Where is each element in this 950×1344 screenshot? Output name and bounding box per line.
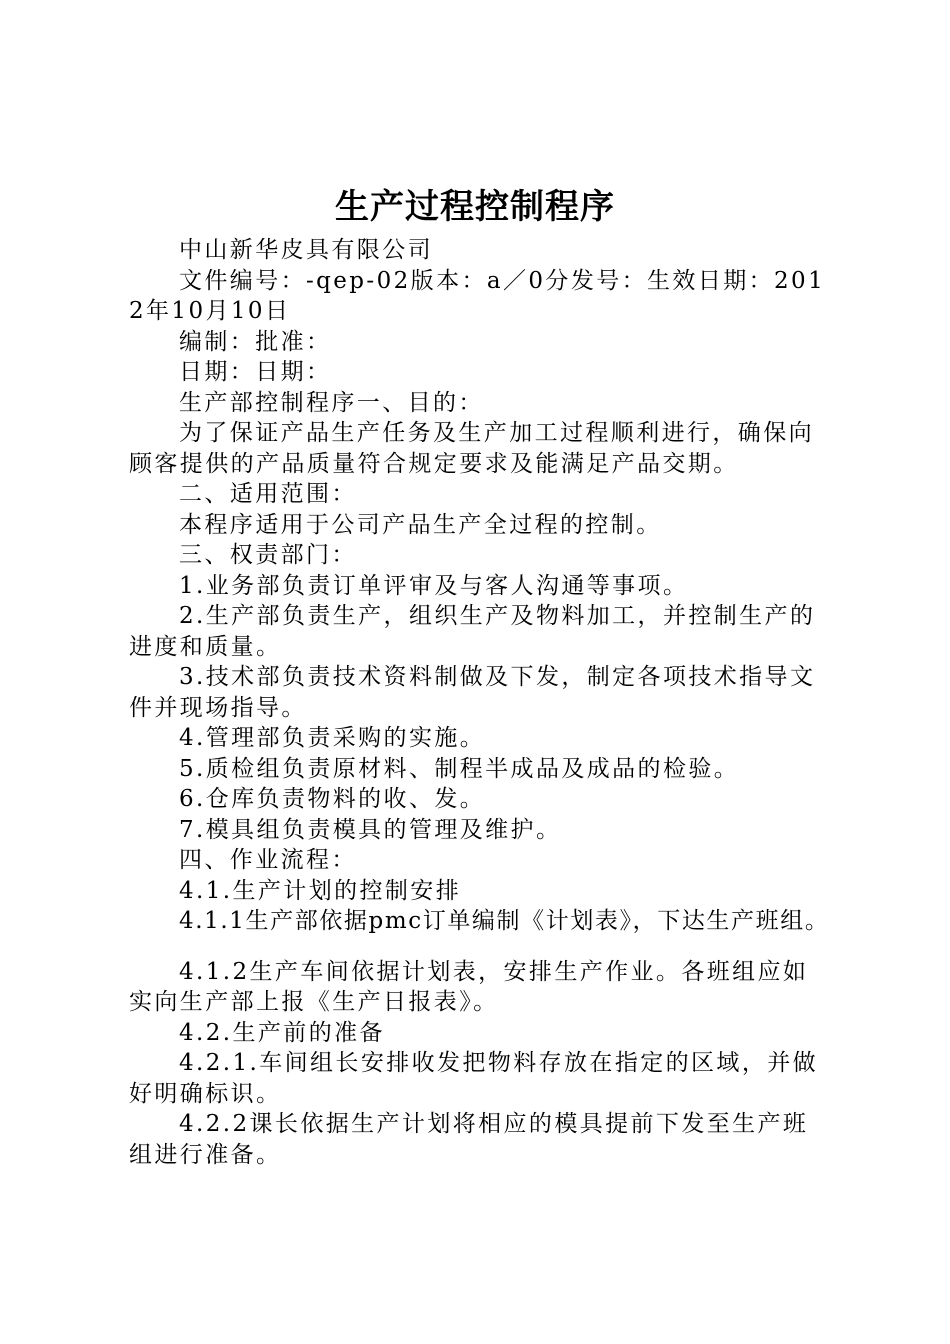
purpose-text: 为了保证产品生产任务及生产加工过程顺利进行，确保向顾客提供的产品质量符合规定要求及能满足产品交期。 — [129, 420, 814, 477]
responsibility-item: 1.业务部负责订单评审及与客人沟通等事项。 — [179, 572, 689, 599]
workflow-item: 4.1.1生产部依据pmc订单编制《计划表》，下达生产班组。 — [179, 908, 830, 934]
workflow-item: 4.1.2生产车间依据计划表，安排生产作业。各班组应如实向生产部上报《生产日报表》。 — [129, 958, 809, 1015]
responsibility-item: 6.仓库负责物料的收、发。 — [179, 786, 486, 812]
workflow-item: 4.2.2课长依据生产计划将相应的模具提前下发至生产班组进行准备。 — [129, 1111, 809, 1168]
date-line: 日期：日期： — [179, 359, 332, 385]
document-title: 生产过程控制程序 — [335, 187, 615, 227]
prepared-approved: 编制：批准： — [179, 328, 332, 355]
section-scope-heading: 二、适用范围： — [179, 481, 357, 507]
section-purpose-heading: 生产部控制程序一、目的： — [179, 389, 484, 416]
workflow-subheading: 4.1.生产计划的控制安排 — [179, 877, 462, 904]
workflow-subheading: 4.2.生产前的准备 — [179, 1019, 385, 1046]
section-responsibility-heading: 三、权责部门： — [179, 542, 357, 568]
responsibility-item: 7.模具组负责模具的管理及维护。 — [179, 816, 562, 843]
responsibility-item: 4.管理部负责采购的实施。 — [179, 725, 486, 751]
workflow-item: 4.2.1.车间组长安排收发把物料存放在指定的区域，并做好明确标识。 — [129, 1050, 819, 1107]
responsibility-item: 3.技术部负责技术资料制做及下发，制定各项技术指导文件并现场指导。 — [129, 664, 816, 721]
responsibility-item: 5.质检组负责原材料、制程半成品及成品的检验。 — [179, 755, 740, 782]
document-body — [129, 235, 833, 1170]
document-meta: 文件编号：-qep-02版本：a／0分发号：生效日期：2012年10月10日 — [129, 267, 826, 324]
company-name: 中山新华皮具有限公司 — [179, 237, 433, 263]
paragraph-gap — [129, 937, 833, 957]
scope-text: 本程序适用于公司产品生产全过程的控制。 — [179, 511, 662, 538]
responsibility-item: 2.生产部负责生产，组织生产及物料加工，并控制生产的进度和质量。 — [129, 603, 816, 660]
section-workflow-heading: 四、作业流程： — [179, 847, 357, 873]
